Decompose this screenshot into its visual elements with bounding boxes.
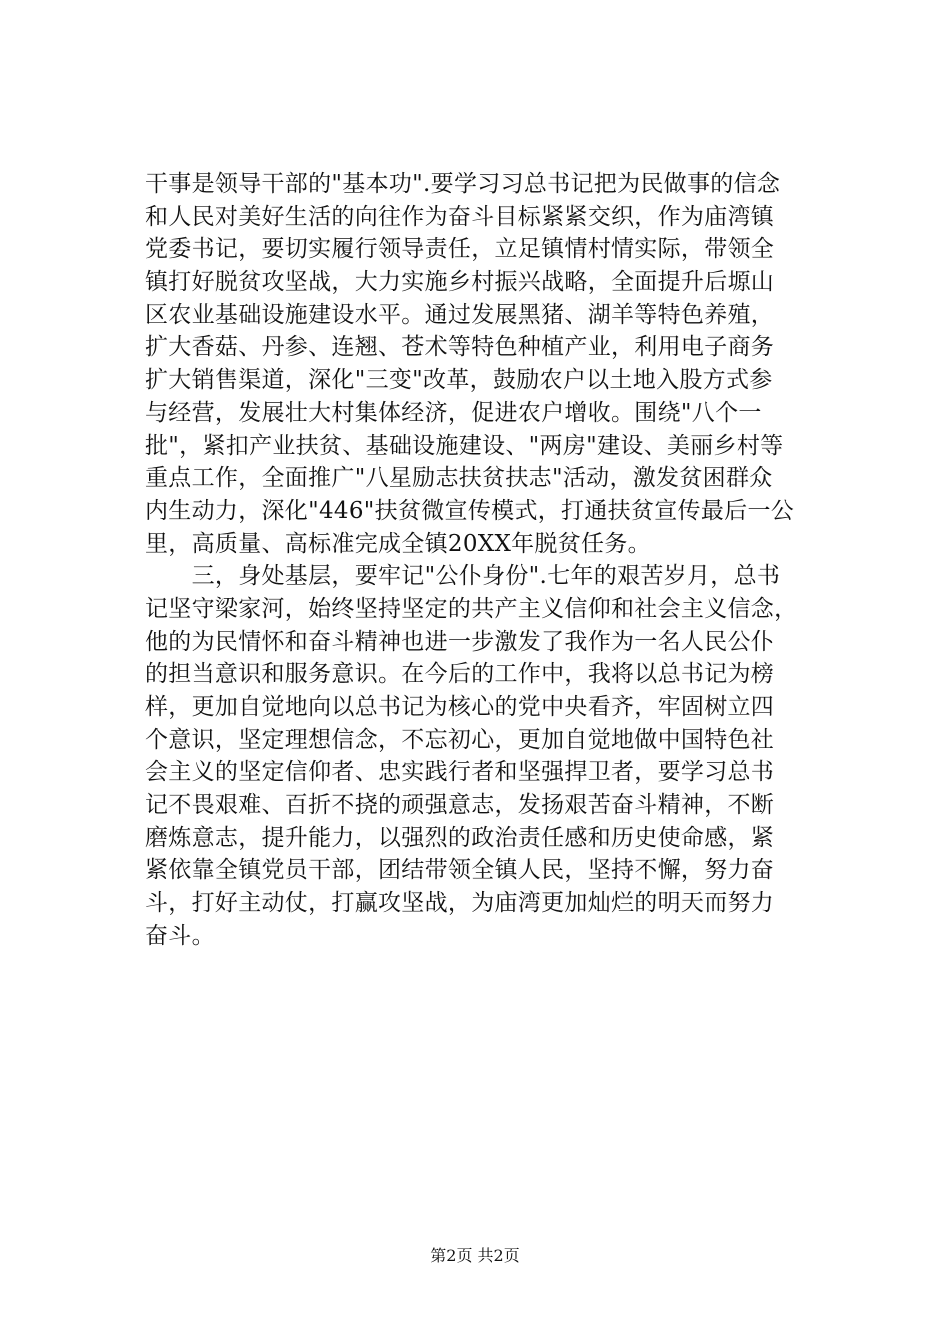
text-line: 扩大香菇、丹参、连翘、苍术等特色种植产业，利用电子商务 bbox=[145, 334, 775, 361]
text-line: 记坚守梁家河，始终坚持坚定的共产主义信仰和社会主义信念， bbox=[145, 595, 798, 622]
text-line: 磨炼意志，提升能力，以强烈的政治责任感和历史使命感，紧 bbox=[145, 824, 775, 851]
page-indicator: 第2页 共2页 bbox=[430, 1246, 520, 1265]
text-line: 会主义的坚定信仰者、忠实践行者和坚强捍卫者，要学习总书 bbox=[145, 759, 775, 786]
document-body bbox=[145, 168, 810, 953]
text-line: 里，高质量、高标准完成全镇20XX年脱贫任务。 bbox=[145, 530, 651, 557]
text-line: 三，身处基层，要牢记"公仆身份".七年的艰苦岁月，总书 bbox=[145, 563, 781, 590]
text-line: 个意识，坚定理想信念，不忘初心，更加自觉地做中国特色社 bbox=[145, 726, 775, 753]
text-line: 干事是领导干部的"基本功".要学习习总书记把为民做事的信念 bbox=[145, 171, 781, 197]
text-line: 他的为民情怀和奋斗精神也进一步激发了我作为一名人民公仆 bbox=[145, 628, 775, 655]
text-line: 与经营，发展壮大村集体经济，促进农户增收。围绕"八个一 bbox=[145, 399, 762, 426]
text-line: 批"，紧扣产业扶贫、基础设施建设、"两房"建设、美丽乡村等 bbox=[145, 432, 784, 459]
text-line: 和人民对美好生活的向往作为奋斗目标紧紧交织，作为庙湾镇 bbox=[145, 203, 775, 230]
text-line: 镇打好脱贫攻坚战，大力实施乡村振兴战略，全面提升后塬山 bbox=[145, 269, 775, 296]
page-footer bbox=[0, 1243, 950, 1266]
text-line: 内生动力，深化"446"扶贫微宣传模式，打通扶贫宣传最后一公 bbox=[145, 497, 795, 524]
text-line: 的担当意识和服务意识。在今后的工作中，我将以总书记为榜 bbox=[145, 661, 775, 688]
text-line: 样，更加自觉地向以总书记为核心的党中央看齐，牢固树立四 bbox=[145, 694, 775, 720]
text-line: 奋斗。 bbox=[145, 922, 215, 949]
paragraph-2 bbox=[145, 560, 810, 952]
text-line: 重点工作，全面推广"八星励志扶贫扶志"活动，激发贫困群众 bbox=[145, 465, 773, 492]
text-line: 斗，打好主动仗，打赢攻坚战，为庙湾更加灿烂的明天而努力 bbox=[145, 890, 775, 917]
text-line: 扩大销售渠道，深化"三变"改革，鼓励农户以土地入股方式参 bbox=[145, 367, 773, 394]
text-line: 紧依靠全镇党员干部，团结带领全镇人民，坚持不懈，努力奋 bbox=[145, 857, 775, 884]
paragraph-1 bbox=[145, 168, 810, 560]
text-line: 区农业基础设施建设水平。通过发展黑猪、湖羊等特色养殖， bbox=[145, 301, 775, 328]
text-line: 记不畏艰难、百折不挠的顽强意志，发扬艰苦奋斗精神，不断 bbox=[145, 792, 775, 819]
text-line: 党委书记，要切实履行领导责任，立足镇情村情实际，带领全 bbox=[145, 236, 775, 263]
